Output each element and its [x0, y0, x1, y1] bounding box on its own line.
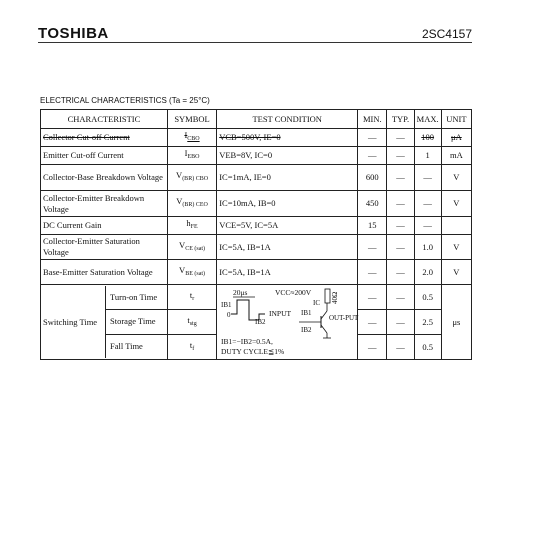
condition-cell: VCE=5V, IC=5A — [217, 217, 358, 235]
characteristic-cell: Collector-Emitter Breakdown Voltage — [41, 191, 168, 217]
switching-unit-cell: μs — [441, 285, 471, 360]
pulse-waveform — [231, 300, 265, 320]
table-row — [41, 191, 472, 217]
transistor-collector — [321, 311, 327, 319]
col-test-condition: TEST CONDITION — [217, 110, 358, 129]
ib1-mid-label: IB1 — [301, 309, 312, 317]
unit-cell: V — [441, 191, 471, 217]
condition-cell: IC=1mA, IE=0 — [217, 165, 358, 191]
symbol-cell: $t_{stg}$ — [167, 310, 216, 335]
typ-cell: — — [387, 147, 414, 165]
col-symbol: SYMBOL — [167, 110, 216, 129]
max-cell: 2.0 — [414, 260, 441, 285]
max-cell: 0.5 — [414, 335, 441, 360]
switching-row — [41, 285, 472, 310]
duty-cycle: DUTY CYCLE≦1% — [221, 347, 285, 356]
table-row — [41, 129, 472, 147]
unit-cell: mA — [441, 147, 471, 165]
ib2-mid-label: IB2 — [301, 326, 312, 334]
min-cell: — — [358, 147, 387, 165]
symbol-cell: $V_{CE (sat)}$ — [167, 235, 216, 260]
condition-cell: VCB=500V, IE=0 — [217, 129, 358, 147]
characteristic-cell: Collector-Emitter Saturation Voltage — [41, 235, 168, 260]
electrical-characteristics-table — [40, 109, 472, 360]
max-cell: — — [414, 165, 441, 191]
min-cell: — — [358, 235, 387, 260]
characteristic-cell: Base-Emitter Saturation Voltage — [41, 260, 168, 285]
header-rule — [38, 42, 472, 43]
typ-cell: — — [387, 335, 414, 360]
min-cell: 600 — [358, 165, 387, 191]
output-label: OUT-PUT — [329, 314, 359, 322]
max-cell: 100 — [414, 129, 441, 147]
symbol-cell: $V_{BE (sat)}$ — [167, 260, 216, 285]
symbol-cell: $V_{(BR) CBO}$ — [167, 165, 216, 191]
typ-cell: — — [387, 217, 414, 235]
ib2-label: IB2 — [255, 318, 266, 326]
table-header-row — [41, 110, 472, 129]
col-max: MAX. — [414, 110, 441, 129]
min-cell: — — [358, 260, 387, 285]
switching-time-label: Switching Time — [41, 286, 106, 358]
min-cell: 450 — [358, 191, 387, 217]
symbol-cell: $I_{EBO}$ — [167, 147, 216, 165]
ic-label: IC — [313, 299, 321, 307]
unit-cell: V — [441, 260, 471, 285]
max-cell: 1.0 — [414, 235, 441, 260]
condition-cell: IC=5A, IB=1A — [217, 235, 358, 260]
zero-label: 0 — [227, 311, 231, 319]
switching-group — [41, 285, 168, 360]
symbol-cell: $t_f$ — [167, 335, 216, 360]
symbol-cell: $t_r$ — [167, 285, 216, 310]
unit-cell: V — [441, 235, 471, 260]
characteristic-cell: Collector-Base Breakdown Voltage — [41, 165, 168, 191]
min-cell: — — [358, 335, 387, 360]
part-number: 2SC4157 — [421, 27, 472, 41]
typ-cell: — — [387, 129, 414, 147]
switching-test-circuit — [217, 285, 358, 360]
condition-cell: IC=10mA, IB=0 — [217, 191, 358, 217]
col-min: MIN. — [358, 110, 387, 129]
max-cell: 0.5 — [414, 285, 441, 310]
condition-cell: VEB=8V, IC=0 — [217, 147, 358, 165]
fall-time-label: Fall Time — [110, 340, 143, 351]
load-resistor — [325, 289, 330, 303]
typ-cell: — — [387, 285, 414, 310]
typ-cell: — — [387, 191, 414, 217]
max-cell: 1 — [414, 147, 441, 165]
max-cell: — — [414, 217, 441, 235]
unit-cell — [441, 217, 471, 235]
table-row — [41, 217, 472, 235]
pulse-width-label: 20μs — [233, 288, 248, 297]
symbol-cell: $h_{FE}$ — [167, 217, 216, 235]
resistor-value: 40Ω — [331, 291, 340, 304]
ib1-label: IB1 — [221, 301, 232, 309]
min-cell: 15 — [358, 217, 387, 235]
symbol-cell: $I_{CBO}$ — [167, 129, 216, 147]
turn-on-time-label: Turn-on Time — [106, 286, 167, 310]
storage-time-label: Storage Time — [106, 310, 167, 334]
characteristic-cell: Emitter Cut-off Current — [41, 147, 168, 165]
transistor-emitter — [321, 325, 327, 333]
typ-cell: — — [387, 165, 414, 191]
vcc-label: VCC≈200V — [275, 288, 312, 297]
min-cell: — — [358, 285, 387, 310]
section-title: ELECTRICAL CHARACTERISTICS (Ta = 25°C) — [40, 96, 210, 105]
min-cell: — — [358, 310, 387, 335]
bias-condition: IB1=−IB2=0.5A, — [221, 337, 274, 346]
col-characteristic: CHARACTERISTIC — [41, 110, 168, 129]
typ-cell: — — [387, 260, 414, 285]
table-row — [41, 147, 472, 165]
max-cell: — — [414, 191, 441, 217]
typ-cell: — — [387, 310, 414, 335]
unit-cell: μA — [441, 129, 471, 147]
min-cell: — — [358, 129, 387, 147]
unit-cell: V — [441, 165, 471, 191]
table-row — [41, 165, 472, 191]
symbol-cell: $V_{(BR) CEO}$ — [167, 191, 216, 217]
characteristic-cell: DC Current Gain — [41, 217, 168, 235]
typ-cell: — — [387, 235, 414, 260]
col-typ: TYP. — [387, 110, 414, 129]
characteristic-cell: Collector Cut-off Current — [41, 129, 168, 147]
brand-logo: TOSHIBA — [38, 25, 109, 42]
input-label: INPUT — [269, 309, 292, 318]
max-cell: 2.5 — [414, 310, 441, 335]
condition-cell: IC=5A, IB=1A — [217, 260, 358, 285]
table-row — [41, 260, 472, 285]
table-row — [41, 235, 472, 260]
col-unit: UNIT — [441, 110, 471, 129]
